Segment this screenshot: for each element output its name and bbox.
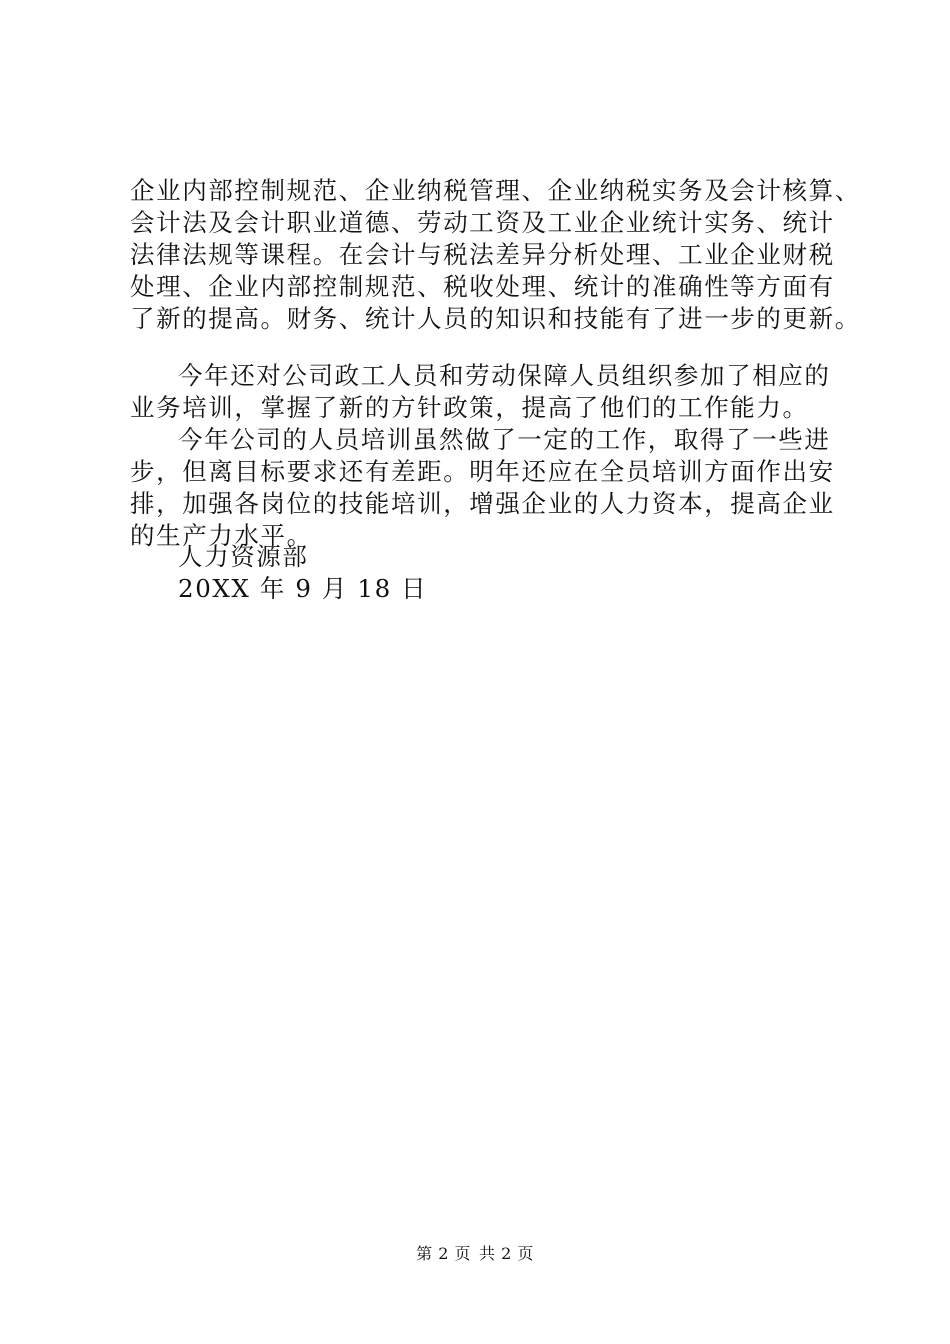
paragraph-1-line-2: 会计法及会计职业道德、劳动工资及工业企业统计实务、统计 <box>130 208 835 237</box>
page-footer <box>0 1244 950 1264</box>
paragraph-3-line-3: 排，加强各岗位的技能培训，增强企业的人力资本，提高企业 <box>130 489 835 518</box>
paragraph-3-line-4: 的生产力水平。 <box>130 521 313 550</box>
paragraph-1-line-4: 处理、企业内部控制规范、税收处理、统计的准确性等方面有 <box>130 272 835 301</box>
total-pages: 共 2 页 <box>479 1244 534 1263</box>
paragraph-2-line-1: 今年还对公司政工人员和劳动保障人员组织参加了相应的 <box>178 361 831 390</box>
paragraph-2-line-2: 业务培训，掌握了新的方针政策，提高了他们的工作能力。 <box>130 393 809 422</box>
page-number: 第 2 页 <box>416 1244 471 1263</box>
paragraph-1-line-3: 法律法规等课程。在会计与税法差异分析处理、工业企业财税 <box>130 240 835 269</box>
signature-department: 人力资源部 <box>178 542 309 571</box>
paragraph-3-line-2: 步，但离目标要求还有差距。明年还应在全员培训方面作出安 <box>130 457 835 486</box>
signature-date: 20XX 年 9 月 18 日 <box>178 574 428 603</box>
paragraph-3-line-1: 今年公司的人员培训虽然做了一定的工作，取得了一些进 <box>178 425 831 454</box>
paragraph-1-line-5: 了新的提高。财务、统计人员的知识和技能有了进一步的更新。 <box>130 304 861 333</box>
paragraph-1-line-1: 企业内部控制规范、企业纳税管理、企业纳税实务及会计核算、 <box>130 176 861 205</box>
